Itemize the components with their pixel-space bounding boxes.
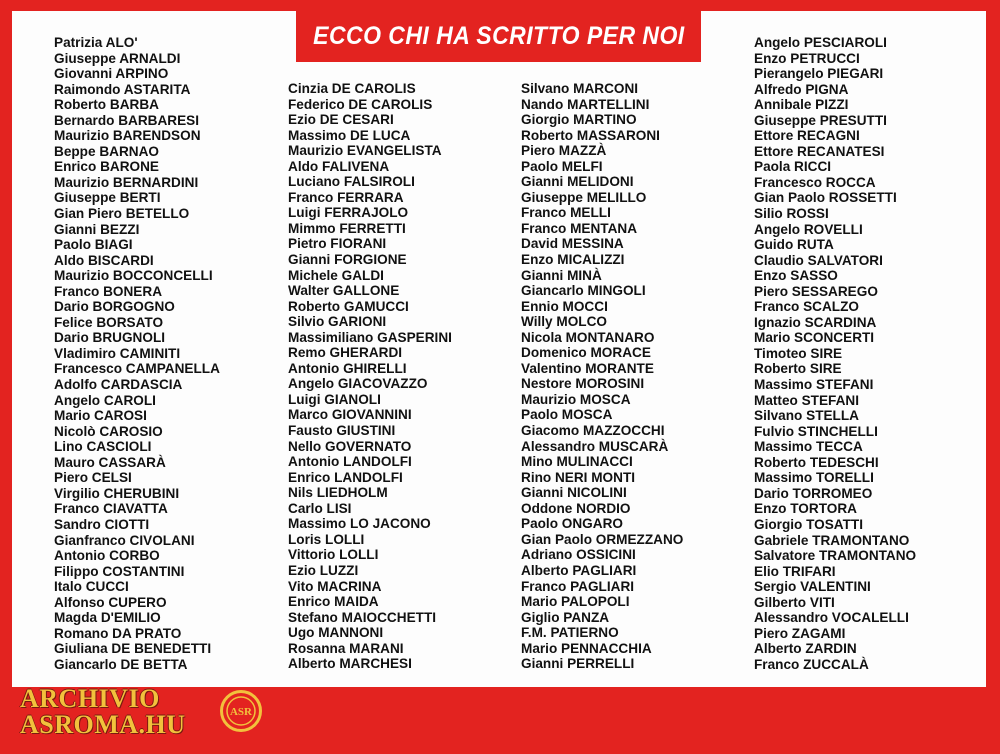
- contributor-name: Alberto ZARDIN: [754, 641, 857, 657]
- contributor-name: Patrizia ALO': [54, 35, 138, 50]
- contributor-name: Alberto MARCHESI: [288, 656, 412, 672]
- contributor-name: Giacomo MAZZOCCHI: [521, 423, 665, 439]
- contributor-name: Remo GHERARDI: [288, 345, 403, 361]
- contributor-name: Bernardo BARBARESI: [54, 112, 200, 128]
- contributor-name: Nicolò CAROSIO: [54, 423, 163, 439]
- contributor-name: Gianni PERRELLI: [521, 656, 635, 672]
- contributor-name: Giuseppe ARNALDI: [54, 50, 181, 66]
- contributor-name: Paolo BIAGI: [54, 237, 133, 253]
- contributor-name: Mario SCONCERTI: [754, 330, 875, 346]
- contributor-name: Nello GOVERNATO: [288, 438, 412, 454]
- contributor-name: Gabriele TRAMONTANO: [754, 532, 910, 548]
- contributor-name: Aldo FALIVENA: [288, 158, 390, 174]
- contributor-name: Dario BRUGNOLI: [54, 330, 166, 346]
- contributor-name: Sergio VALENTINI: [754, 579, 871, 595]
- contributor-name: Raimondo ASTARITA: [54, 81, 191, 97]
- contributor-name: Angelo ROVELLI: [754, 221, 863, 237]
- contributor-name: Carlo LISI: [288, 500, 352, 516]
- contributor-name: Roberto MASSARONI: [521, 127, 660, 143]
- contributor-name: Fausto GIUSTINI: [288, 423, 396, 439]
- names-column-2: [288, 81, 452, 672]
- contributor-name: Giuseppe MELILLO: [521, 189, 647, 205]
- page-title: ECCO CHI HA SCRITTO PER NOI: [312, 22, 685, 50]
- contributor-name: Paolo MELFI: [521, 158, 603, 174]
- contributor-name: Nando MARTELLINI: [521, 96, 650, 112]
- contributor-name: Elio TRIFARI: [754, 563, 836, 579]
- contributor-name: Franco SCALZO: [754, 299, 859, 315]
- contributor-name: Massimo DE LUCA: [288, 127, 411, 143]
- contributor-name: Alberto PAGLIARI: [521, 562, 637, 578]
- contributor-name: Silvano MARCONI: [521, 81, 639, 96]
- contributor-name: Beppe BARNAO: [54, 143, 159, 159]
- contributor-name: Silvano STELLA: [754, 408, 859, 424]
- contributor-name: Vladimiro CAMINITI: [54, 345, 181, 361]
- contributor-name: Vittorio LOLLI: [288, 547, 379, 563]
- contributor-name: Franco MENTANA: [521, 220, 638, 236]
- contributor-name: Roberto TEDESCHI: [754, 454, 879, 470]
- contributor-name: Silvio GARIONI: [288, 314, 387, 330]
- contributor-name: Gianni MINÀ: [521, 267, 602, 283]
- names-column-4: [754, 35, 916, 672]
- contributor-name: Maurizio BARENDSON: [54, 128, 201, 144]
- contributor-name: Ezio LUZZI: [288, 562, 359, 578]
- contributor-name: Enrico MAIDA: [288, 594, 379, 610]
- contributor-name: Antonio GHIRELLI: [288, 360, 407, 376]
- contributor-name: Francesco ROCCA: [754, 174, 876, 190]
- contributor-name: Alessandro MUSCARÀ: [521, 438, 669, 454]
- contributor-name: Aldo BISCARDI: [54, 252, 154, 268]
- contributor-name: Enrico LANDOLFI: [288, 469, 403, 485]
- contributor-name: Piero CELSI: [54, 470, 132, 486]
- contributor-name: Italo CUCCI: [54, 579, 129, 595]
- contributor-name: Enzo TORTORA: [754, 501, 857, 517]
- logo-line-archivio: ARCHIVIO: [20, 684, 160, 713]
- contributor-name: Paolo MOSCA: [521, 407, 613, 423]
- contributor-name: Mario PENNACCHIA: [521, 640, 652, 656]
- contributor-name: Mauro CASSARÀ: [54, 454, 166, 470]
- contributor-name: Mino MULINACCI: [521, 454, 633, 470]
- contributor-name: Ettore RECANATESI: [754, 143, 885, 159]
- contributor-name: Gian Piero BETELLO: [54, 206, 190, 222]
- contributor-name: Alessandro VOCALELLI: [754, 610, 909, 626]
- contributor-name: Giuseppe PRESUTTI: [754, 112, 887, 128]
- contributor-name: Massimo STEFANI: [754, 377, 874, 393]
- contributor-name: Filippo COSTANTINI: [54, 563, 185, 579]
- title-banner: [296, 11, 701, 62]
- contributor-name: Luigi GIANOLI: [288, 391, 381, 407]
- contributor-name: Gian Paolo ROSSETTI: [754, 190, 897, 206]
- contributor-name: Franco PAGLIARI: [521, 578, 635, 594]
- names-column-1: [54, 35, 220, 672]
- contributor-name: Pierangelo PIEGARI: [754, 66, 884, 82]
- contributor-name: Magda D'EMILIO: [54, 610, 161, 626]
- contributor-name: Oddone NORDIO: [521, 500, 631, 516]
- contributor-name: Gianni MELIDONI: [521, 174, 634, 190]
- contributor-name: Ennio MOCCI: [521, 298, 608, 314]
- contributor-name: Giorgio TOSATTI: [754, 516, 863, 532]
- contributor-name: Angelo PESCIAROLI: [754, 35, 887, 50]
- contributor-name: Paola RICCI: [754, 159, 832, 175]
- contributor-name: Domenico MORACE: [521, 345, 651, 361]
- contributor-name: Ignazio SCARDINA: [754, 314, 877, 330]
- contributor-name: Giorgio MARTINO: [521, 112, 637, 128]
- contributor-name: Angelo CAROLI: [54, 392, 156, 408]
- contributor-name: Giuseppe BERTI: [54, 190, 161, 206]
- contributor-name: Mario PALOPOLI: [521, 594, 630, 610]
- contributor-name: Rosanna MARANI: [288, 640, 404, 656]
- contributor-name: Enzo MICALIZZI: [521, 252, 625, 268]
- contributor-name: Maurizio EVANGELISTA: [288, 143, 442, 159]
- contributor-name: Dario BORGOGNO: [54, 299, 175, 315]
- contributor-name: Giglio PANZA: [521, 609, 610, 625]
- contributor-name: Rino NERI MONTI: [521, 469, 636, 485]
- contributor-name: Salvatore TRAMONTANO: [754, 548, 917, 564]
- contributor-name: Ugo MANNONI: [288, 625, 384, 641]
- contributor-name: Maurizio MOSCA: [521, 391, 631, 407]
- contributor-name: Antonio LANDOLFI: [288, 454, 412, 470]
- contributor-name: Sandro CIOTTI: [54, 516, 150, 532]
- contributor-name: Walter GALLONE: [288, 283, 400, 299]
- contributor-name: Romano DA PRATO: [54, 625, 182, 641]
- contributor-name: Pietro FIORANI: [288, 236, 387, 252]
- contributor-name: Enzo SASSO: [754, 268, 838, 284]
- contributor-name: Piero ZAGAMI: [754, 625, 846, 641]
- contributor-name: Alfredo PIGNA: [754, 81, 849, 97]
- contributor-name: Timoteo SIRE: [754, 345, 843, 361]
- contributor-name: Ezio DE CESARI: [288, 112, 394, 128]
- contributor-name: Enzo PETRUCCI: [754, 50, 860, 66]
- contributor-name: Piero SESSAREGO: [754, 283, 878, 299]
- archivio-asroma-logo: [20, 684, 260, 746]
- contributor-name: Guido RUTA: [754, 237, 834, 253]
- contributor-name: Francesco CAMPANELLA: [54, 361, 220, 377]
- contributor-name: Lino CASCIOLI: [54, 439, 152, 455]
- contributor-name: Maurizio BERNARDINI: [54, 174, 199, 190]
- contributor-name: Annibale PIZZI: [754, 97, 849, 113]
- contributor-name: Alfonso CUPERO: [54, 594, 167, 610]
- contributor-name: Gilberto VITI: [754, 594, 835, 610]
- contributor-name: Massimo TORELLI: [754, 470, 874, 486]
- contributor-name: Marco GIOVANNINI: [288, 407, 412, 423]
- contributor-name: Massimiliano GASPERINI: [288, 329, 452, 345]
- contributor-name: Maurizio BOCCONCELLI: [54, 268, 213, 284]
- contributor-name: Franco MELLI: [521, 205, 611, 221]
- contributor-name: Valentino MORANTE: [521, 360, 654, 376]
- contributor-name: Cinzia DE CAROLIS: [288, 81, 416, 96]
- contributor-name: Fulvio STINCHELLI: [754, 423, 878, 439]
- contributor-name: Massimo LO JACONO: [288, 516, 431, 532]
- contributor-name: Claudio SALVATORI: [754, 252, 883, 268]
- contributor-name: Giancarlo MINGOLI: [521, 283, 646, 299]
- contributor-name: Franco CIAVATTA: [54, 501, 168, 517]
- contributor-name: Virgilio CHERUBINI: [54, 485, 180, 501]
- contributor-name: Gianfranco CIVOLANI: [54, 532, 195, 548]
- contributor-name: Adolfo CARDASCIA: [54, 377, 183, 393]
- asr-seal-icon: [220, 690, 262, 732]
- contributor-name: Nestore MOROSINI: [521, 376, 645, 392]
- contributor-name: Willy MOLCO: [521, 314, 607, 330]
- contributor-name: Gian Paolo ORMEZZANO: [521, 531, 684, 547]
- contributor-name: Federico DE CAROLIS: [288, 96, 433, 112]
- contributor-name: Gianni FORGIONE: [288, 252, 407, 268]
- contributor-name: Luigi FERRAJOLO: [288, 205, 409, 221]
- contributor-name: Gianni NICOLINI: [521, 485, 627, 501]
- contributor-name: Giovanni ARPINO: [54, 66, 169, 82]
- contributor-name: Dario TORROMEO: [754, 485, 873, 501]
- contributor-name: Massimo TECCA: [754, 439, 863, 455]
- contributor-name: Mimmo FERRETTI: [288, 220, 406, 236]
- contributor-name: Stefano MAIOCCHETTI: [288, 609, 437, 625]
- names-column-3: [521, 81, 683, 672]
- contributor-name: Luciano FALSIROLI: [288, 174, 415, 190]
- contributor-name: Vito MACRINA: [288, 578, 382, 594]
- contributor-name: Adriano OSSICINI: [521, 547, 636, 563]
- contributor-name: Matteo STEFANI: [754, 392, 859, 408]
- contributor-name: Ettore RECAGNI: [754, 128, 860, 144]
- contributor-name: Franco ZUCCALÀ: [754, 656, 869, 672]
- contributor-name: Giuliana DE BENEDETTI: [54, 641, 212, 657]
- contributor-name: Michele GALDI: [288, 267, 384, 283]
- contributor-name: Antonio CORBO: [54, 548, 160, 564]
- contributor-name: Felice BORSATO: [54, 314, 164, 330]
- contributor-name: Angelo GIACOVAZZO: [288, 376, 428, 392]
- contributor-name: Giancarlo DE BETTA: [54, 656, 188, 672]
- contributor-name: Silio ROSSI: [754, 206, 829, 222]
- contributor-name: Roberto SIRE: [754, 361, 842, 377]
- contributor-name: Paolo ONGARO: [521, 516, 623, 532]
- contributor-name: Nils LIEDHOLM: [288, 485, 388, 501]
- contributor-name: Enrico BARONE: [54, 159, 159, 175]
- contributor-name: Loris LOLLI: [288, 531, 365, 547]
- contributor-name: Mario CAROSI: [54, 408, 147, 424]
- contributor-name: Gianni BEZZI: [54, 221, 140, 237]
- contributor-name: Franco BONERA: [54, 283, 163, 299]
- contributor-name: David MESSINA: [521, 236, 624, 252]
- svg-text:ASR: ASR: [229, 706, 253, 718]
- contributor-name: Roberto GAMUCCI: [288, 298, 409, 314]
- contributor-name: Piero MAZZÀ: [521, 143, 607, 159]
- contributor-name: Roberto BARBA: [54, 97, 159, 113]
- contributor-name: Nicola MONTANARO: [521, 329, 655, 345]
- logo-line-asroma: ASROMA.HU: [20, 710, 186, 739]
- contributor-name: Franco FERRARA: [288, 189, 404, 205]
- contributor-name: F.M. PATIERNO: [521, 625, 619, 641]
